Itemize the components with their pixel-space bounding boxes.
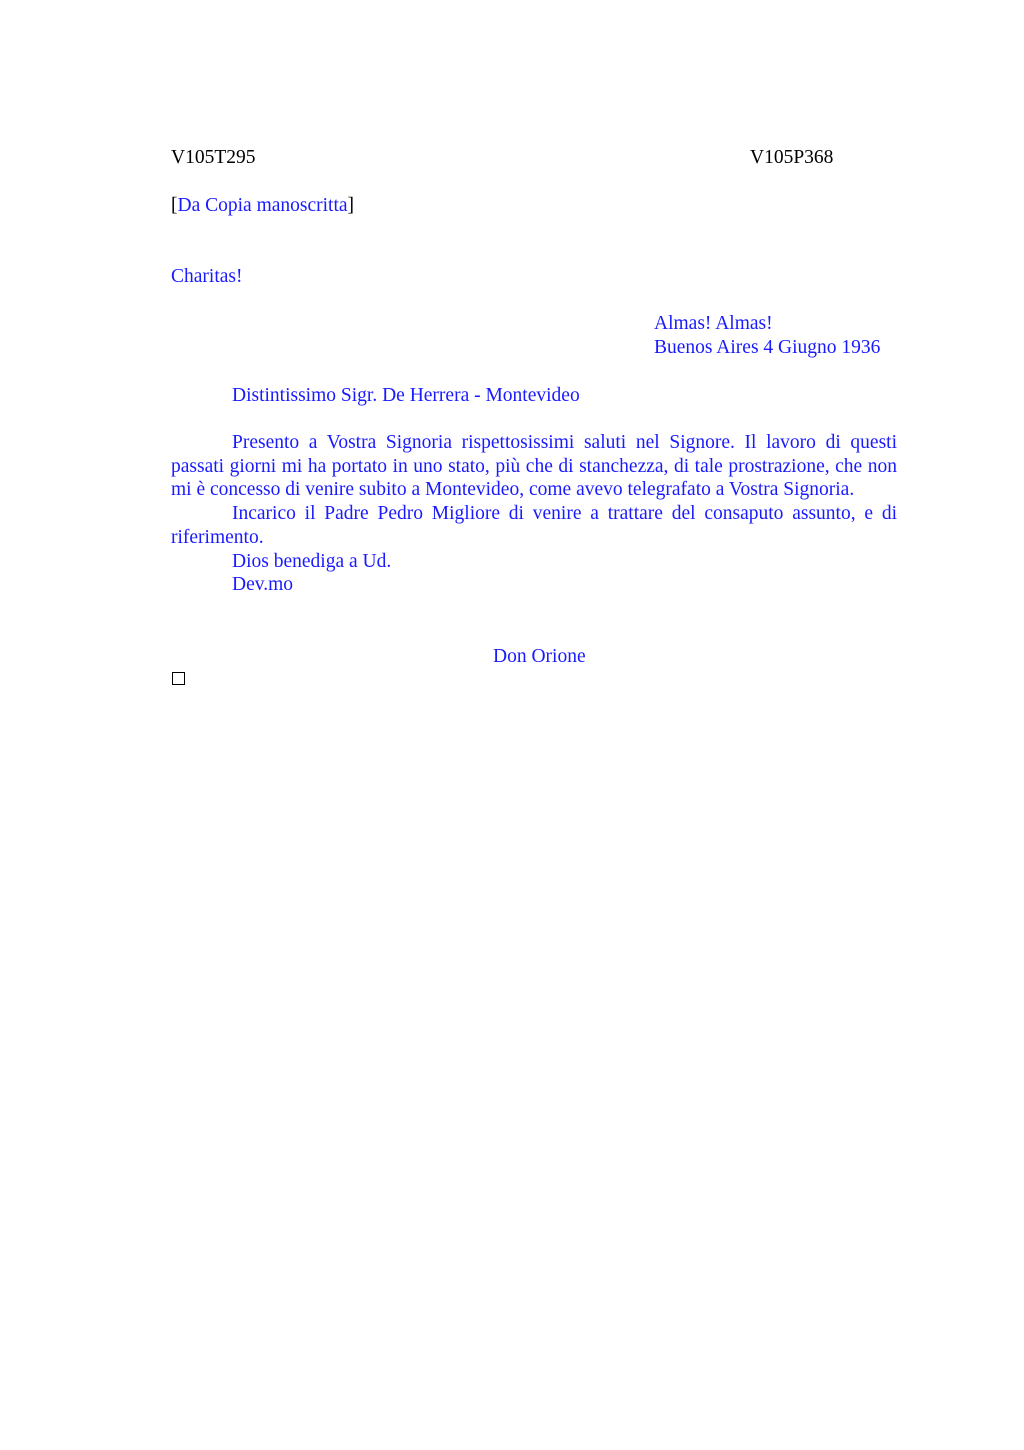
signature: Don Orione — [493, 646, 586, 667]
document-code-right: V105P368 — [750, 147, 834, 168]
source-note-text: Da Copia manoscritta — [177, 195, 348, 216]
letter-body — [171, 431, 897, 597]
salutation: Distintissimo Sigr. De Herrera - Montevideo — [232, 385, 580, 406]
letter-paragraph: Presento a Vostra Signoria rispettosissimi saluti nel Signore. Il lavoro di questi passati giorni mi ha portato in uno stato, più che di stanchezza, di tale prostrazione, che non mi è concesso di venire subito a Montevideo, come avevo telegrafato a Vostra Signoria. — [171, 432, 897, 501]
letter-valediction: Dev.mo — [232, 574, 294, 596]
checkbox-square-icon — [172, 672, 185, 685]
source-note-open-bracket: [ — [171, 195, 178, 216]
letter-paragraph: Incarico il Padre Pedro Migliore di venire a trattare del consaputo assunto, e di riferimento. — [171, 503, 897, 548]
source-note — [171, 194, 354, 218]
motto-right: Almas! Almas! — [654, 313, 773, 334]
source-note-close-bracket: ] — [347, 195, 355, 216]
opening-motto: Charitas! — [171, 266, 243, 287]
document-code-left: V105T295 — [171, 147, 256, 168]
letter-closing: Dios benediga a Ud. — [232, 550, 392, 572]
place-date: Buenos Aires 4 Giugno 1936 — [654, 337, 881, 358]
